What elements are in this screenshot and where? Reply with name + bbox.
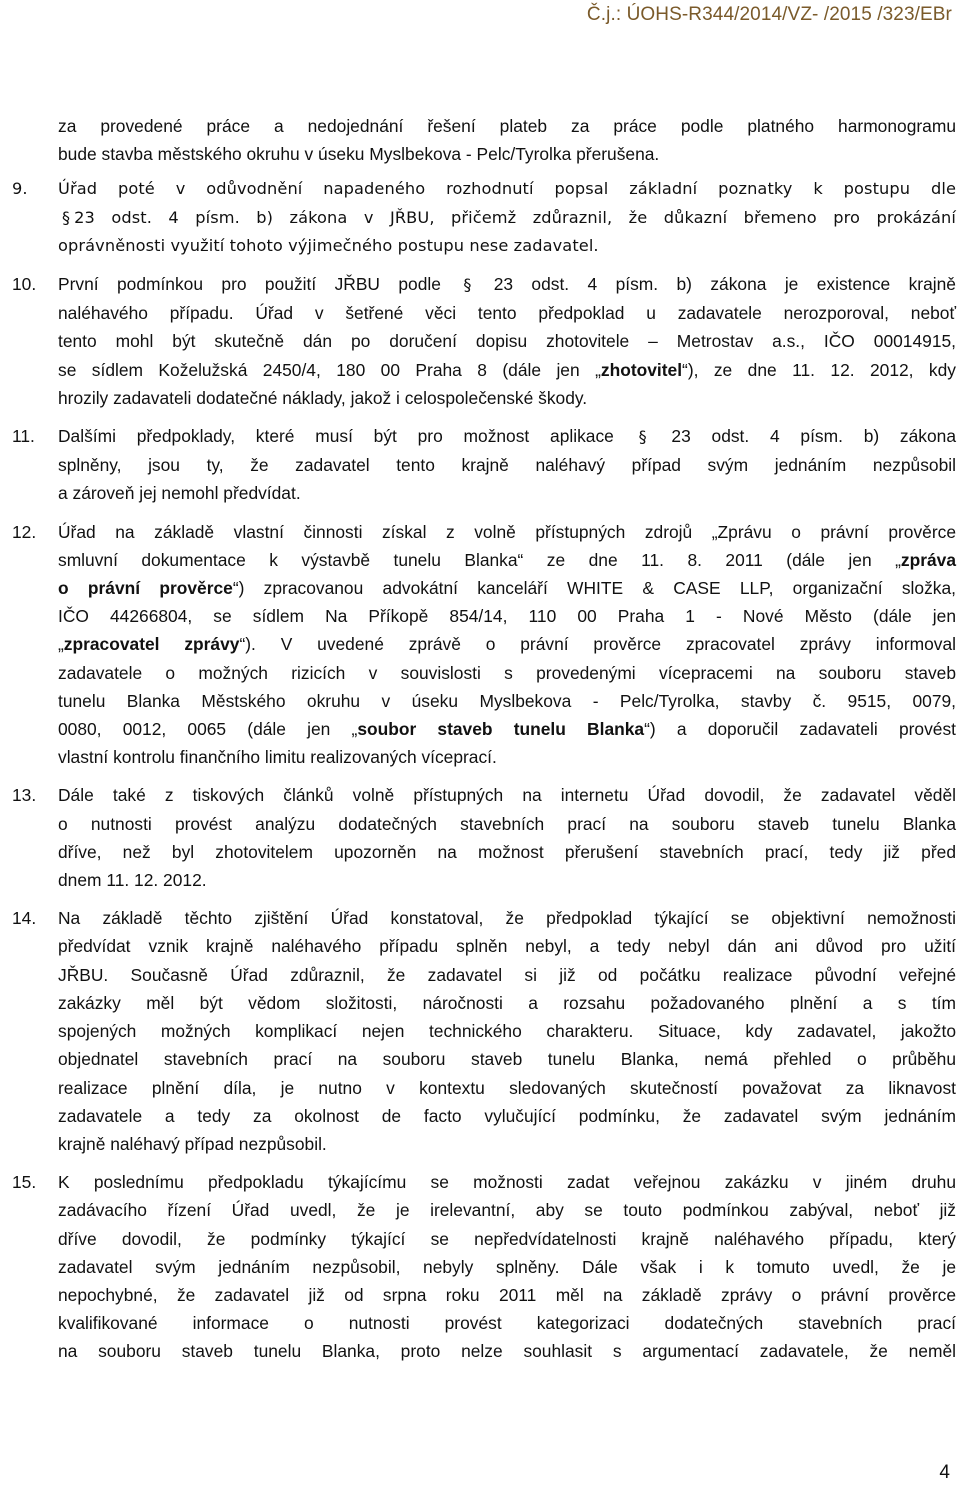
text-line: na souboru staveb tunelu Blanka, proto nelze souhlasit s argumentací zadavatele, že neměl	[58, 1341, 956, 1362]
text-line	[58, 574, 956, 602]
text-fragment: Dalšími předpoklady, které musí být pro možnost aplikace	[58, 426, 614, 447]
defined-term: zhotovitel	[600, 359, 683, 380]
defined-term: zpracovatel zprávy	[63, 634, 240, 655]
text-line	[58, 422, 956, 451]
text-line	[58, 630, 956, 658]
text-line	[58, 546, 956, 574]
text-line: zadávacího řízení Úřad uvedl, že je irelevantní, aby se touto podmínkou zabýval, neboť již	[58, 1200, 956, 1221]
text-line: předvídat vznik krajně naléhavého případu splněn nebyl, a tedy nebyl dán ani důvod pro užití	[58, 936, 956, 957]
paragraph-10	[12, 270, 956, 412]
text-line: o nutnosti provést analýzu dodatečných stavebních prací na souboru staveb tunelu Blanka	[58, 813, 956, 834]
paragraph-number: 14.	[12, 908, 37, 929]
section-sign: §	[62, 207, 71, 227]
paragraph-number: 11.	[12, 426, 35, 447]
text-fragment: “) a doporučil zadavateli provést	[644, 719, 956, 740]
paragraph-continuation	[12, 112, 956, 168]
text-line: a zároveň jej nemohl předvídat.	[58, 483, 301, 504]
paragraph-number: 10.	[12, 274, 37, 295]
text-line: za provedené práce a nedojednání řešení plateb za práce podle platného harmonogramu	[58, 116, 956, 136]
text-fragment: „	[58, 634, 64, 655]
paragraph-13	[12, 781, 956, 894]
text-fragment: smluvní dokumentace k výstavbě tunelu Blanka“ ze dne 11. 8. 2011 (dále jen „	[58, 549, 901, 570]
text-fragment: 23 odst. 4 písm. b) zákona v JŘBU, přičemž zdůraznil, že důkazní břemeno pro prokázání	[74, 207, 956, 227]
text-line: hrozily zadavateli dodatečné náklady, jakož i celospolečenské škody.	[58, 387, 588, 408]
text-line: oprávněnosti využití tohoto výjimečného postupu nese zadavatel.	[58, 235, 599, 255]
text-line: Úřad na základě vlastní činnosti získal z volně přístupných zdrojů „Zprávu o právní prověrce	[58, 521, 956, 542]
text-line: Úřad poté v odůvodnění napadeného rozhodnutí popsal základní poznatky k postupu dle	[58, 179, 956, 199]
text-line	[58, 270, 956, 299]
paragraph-number: 15.	[12, 1172, 37, 1193]
text-fragment: 0080, 0012, 0065 (dále jen „	[58, 719, 358, 740]
text-line: naléhavého případu. Úřad v šetřené věci tento předpoklad u zadavatele nerozporoval, neboť	[58, 303, 956, 324]
text-line: dříve dovodil, že podmínky týkající se nepředvídatelnosti krajně naléhavého případu, který	[58, 1228, 956, 1249]
text-line: zadavatele o možných rizicích v souvislosti s provedenými vícepracemi na souboru staveb	[58, 662, 956, 683]
section-sign: §	[463, 275, 472, 295]
paragraph-number: 12.	[12, 521, 37, 542]
text-fragment: 23 odst. 4 písm. b) zákona	[671, 426, 957, 447]
text-line: zadavatel svým jednáním nezpůsobil, nebyly splněny. Dále však i k tomuto uvedl, že je	[58, 1256, 956, 1277]
text-line: zakázky měl být vědom složitosti, náročnosti a rozsahu požadovaného plnění a s tím	[58, 992, 956, 1013]
text-fragment: “). V uvedené zprávě o právní prověrce zpracovatel zprávy informoval	[239, 634, 956, 655]
text-fragment: 23 odst. 4 písm. b) zákona je existence krajně	[493, 274, 956, 295]
text-line: K poslednímu předpokladu týkajícímu se možnosti zadat veřejnou zakázku v jiném druhu	[58, 1172, 956, 1193]
text-line	[58, 715, 956, 743]
paragraph-14	[12, 904, 956, 1158]
document-body	[12, 112, 956, 1376]
text-line: bude stavba městského okruhu v úseku Myslbekova - Pelc/Tyrolka přerušena.	[58, 144, 660, 165]
paragraph-number: 13.	[12, 785, 37, 806]
text-line: spojených možných komplikací nejen technického charakteru. Situace, kdy zadavatel, jakožto	[58, 1021, 956, 1042]
text-line: krajně naléhavý případ nezpůsobil.	[58, 1133, 327, 1154]
text-fragment: “), ze dne 11. 12. 2012, kdy	[682, 359, 956, 380]
paragraph-12	[12, 518, 956, 772]
defined-term: o právní prověrce	[58, 578, 233, 599]
text-line: objednatel stavebních prací na souboru staveb tunelu Blanka, nemá přehled o průběhu	[58, 1049, 956, 1070]
text-line: kvalifikované informace o nutnosti provést kategorizaci dodatečných stavebních prací	[58, 1313, 956, 1334]
defined-term: soubor staveb tunelu Blanka	[357, 719, 645, 740]
text-fragment: “) zpracovanou advokátní kanceláří WHITE & CASE LLP, organizační složka,	[232, 578, 956, 599]
page-number: 4	[939, 1462, 950, 1483]
text-line: dříve, než byl zhotovitelem upozorněn na možnost přerušení stavebních prací, tedy již před	[58, 841, 956, 862]
text-line	[58, 204, 956, 232]
text-line: Dále také z tiskových článků volně přístupných na internetu Úřad dovodil, že zadavatel věděl	[58, 785, 956, 806]
text-line: nepochybné, že zadavatel již od srpna roku 2011 měl na základě zprávy o právní prověrce	[58, 1284, 956, 1305]
document-reference-header: Č.j.: ÚOHS-R344/2014/VZ- /2015 /323/EBr	[586, 4, 952, 25]
text-fragment: se sídlem Koželužská 2450/4, 180 00 Praha 8 (dále jen „	[58, 359, 601, 380]
text-line: realizace plnění díla, je nutno v kontextu sledovaných skutečností považovat za liknavost	[58, 1077, 956, 1098]
paragraph-15	[12, 1168, 956, 1365]
text-line: zadavatele a tedy za okolnost de facto vylučující podmínku, že zadavatel svým jednáním	[58, 1105, 956, 1126]
text-line: tunelu Blanka Městského okruhu v úseku Myslbekova - Pelc/Tyrolka, stavby č. 9515, 0079,	[58, 690, 956, 711]
text-line: IČO 44266804, se sídlem Na Příkopě 854/14, 110 00 Praha 1 - Nové Město (dále jen	[58, 606, 956, 627]
section-sign: §	[638, 427, 647, 447]
paragraph-11	[12, 422, 956, 508]
text-line: splněny, jsou ty, že zadavatel tento krajně naléhavý případ svým jednáním nezpůsobil	[58, 455, 956, 476]
text-line: vlastní kontrolu finančního limitu realizovaných víceprací.	[58, 747, 497, 768]
paragraph-9	[12, 175, 956, 260]
text-line: dnem 11. 12. 2012.	[58, 870, 207, 891]
text-line: JŘBU. Současně Úřad zdůraznil, že zadavatel si již od počátku realizace původní veřejné	[58, 964, 956, 985]
text-line: Na základě těchto zjištění Úřad konstatoval, že předpoklad týkající se objektivní nemožnosti	[58, 908, 956, 929]
paragraph-number: 9.	[12, 179, 28, 199]
defined-term: zpráva	[900, 549, 956, 570]
text-fragment: První podmínkou pro použití JŘBU podle	[58, 274, 441, 295]
text-line	[58, 356, 956, 384]
text-line: tento mohl být skutečně dán po doručení dopisu zhotovitele – Metrostav a.s., IČO 00014915,	[58, 331, 956, 352]
